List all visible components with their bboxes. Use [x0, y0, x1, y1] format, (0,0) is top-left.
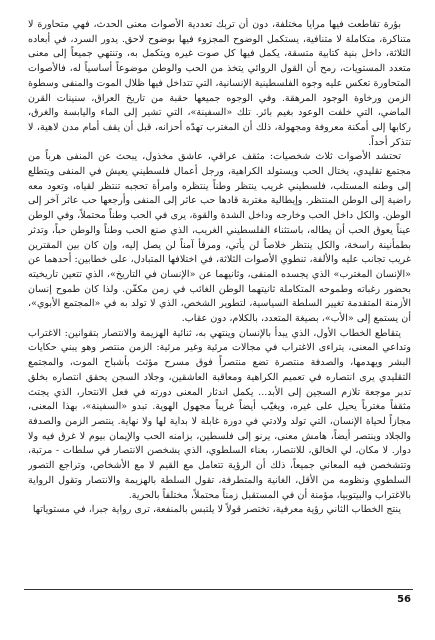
paragraph: تحتشد الأصوات ثلاث شخصيات: مثقف عراقي، عاشق مخذول، يبحث عن المنفى هرباً من مجتمع تقليدي، يختال الحب ويستولد الكراهية، ورجل أعمال فلسطيني يعيش في المنفى ويتطلع إلى وطنه المستلب، فلسطيني غريب ينتظر وطناً ينتظره وامرأة تحجبه تنتظر لقياه، وتعود معه راضية إلى الوطن المنتظر. وإيطالية مغتربة قادها حب عاثر إلى المنفى وأرجعها حب عاثر آخر إلى الوطن. والكل داخل الحب وخارجه وداخل الشدة والقوة، يرى في الحب وطناً محتملاً، وفي الوطن عيناً يعوق الحب أن يطاله، باستثناء الفلسطيني الغريب، الذي صنع الحب وطناً والوطن حباً، وتدثر بطمأنينة راسخة، والكل ينتظر خلاصاً لن يأتي، ومرفأ آمناً لن يصل إليه، وإن كان بين المقترين غريب تجانب عليه والألفة، تنطوي الأصوات الثلاثة، في اختلافها المتبادل، على خطابين: أحدهما عن «الإنسان المغترب» الذي يجسده المنفى، وثانيهما عن «الإنسان في التاريخ»، الذي تتعين تاريخيته بحضور رغباته وطموحه المتكاملة ثانيتهما الوطن الغائب في زمن مكفّن. ولذا كان طموح إنسان الأزمنة المتقدمة تغيير السلطة السياسية، لتطوير الشخص، الذي لا تولد به في «المجتمع الأبوي»، أن يستمع إلى «الأب»، بصيغة المتعدد، بالكلام، دون عقاب. — [28, 151, 411, 325]
paragraph: بؤرة تقاطعت فيها مرايا مختلفة، دون أن تربك تعددية الأصوات معنى الحدث، فهي متحاورة لا متناكرة، متكاملة لا متنافية، يستكمل الوضوح المجزوء فيها بوضوح لاحق. يدور السرد، في أبعاده الثلاثة، داخل بنية كتابية متسقة، يكمل فيها كل صوت غيره ويتكمل به، وتنتهي جميعاً إلى معنى متعدد المستويات، رمح أن القول الروائي يتخذ من الحب والوطن موضوعاً أساسياً له، فالأصوات المتحاورة تعكس عليه وجوه الفلسطينية الإنسانية، التي تتداخل فيها ظلال الموت والمنفى وسطوة الزمن ورخاوة الوجود المرهقة. وفي الوجوه جميعها حقبة من تاريخ العراق، سنينات القرن الماضي، التي خلفت الوعود بغيم بائر. تلك «السفينة»، التي تشير إلى الماء واليابسة والغرق، ركابها إلى أمكنة معروفة ومجهولة، ذلك أن المغترب تهدّه أحزانه، قبل أن يقف أمام مدن لاهية، لا تتذكر أحداً. — [28, 19, 411, 148]
footer-divider — [24, 589, 413, 590]
paragraph: ينتج الخطاب الثاني رؤية معرفية، تختصر قولاً لا يلتبس بالمنفعة، ترى رواية جبرا، في مستوياتها — [32, 504, 401, 516]
body-text — [28, 18, 411, 578]
page-number: 56 — [397, 594, 411, 605]
paragraph: يتقاطع الخطاب الأول، الذي يبدأ بالإنسان وينتهي به، ثنائية الهزيمة والانتصار بتقوانين: الاغتراب وتداعي المعنى، يتراءى الاغتراب في مجالات مرئية وغير مرئية: الزمن منتصر وهو يبني حكايات البشر ويهدمها، والصدفة منتصرة تضع منتصراً فوق مسرح مؤثث بأشباح الموت، والمجتمع التقليدي يرى انتصاره في تعميم الكراهية ومعاقبة العاشقين، وجلاد السجن يحقق انتصاره بخلق تدبر موجعة تلازم السجين إلى الأبد... يكمل اندثار المعنى دورته في فعل الانتحار، الذي يجتث مثقفاً مغترباً يحيل على غيره، ويغيّب أيضاً غريباً مجهول الهوية. تبدو «السفينة»، بهذا المعنى، مجازاً لحياة الإنسان، التي تولد ولادتي في دورة غابلة لا بداية لها ولا نهاية. ينتصر الزمن والصدفة والجلاد وينتصر أيضاً، هامش معنى، يرنو إلى فلسطين، بزامنه الحب والإيمان بيوم لا غرق فيه ولا دوار. لا مكان، لي الخالق، للانتصار، بعناء السلطوي، الذي يشخصن الانتصار في سلطات - مرتبة، وتتشخصن فيه المعاني جميعاً، ذلك أن الرؤية تتعامل مع القيم لا مع الأشخاص، وتراجع التصور السلطوي ونظومه من الأقل، الغانية والمتطرفة، تقول السلطة بالهزيمة والانتصار وتقول الرواية بالاغتراب والبيتوبيا، مؤمنة أن في المستقبل زمناً محتملاً، مختلفاً بالحرية. — [28, 327, 411, 501]
